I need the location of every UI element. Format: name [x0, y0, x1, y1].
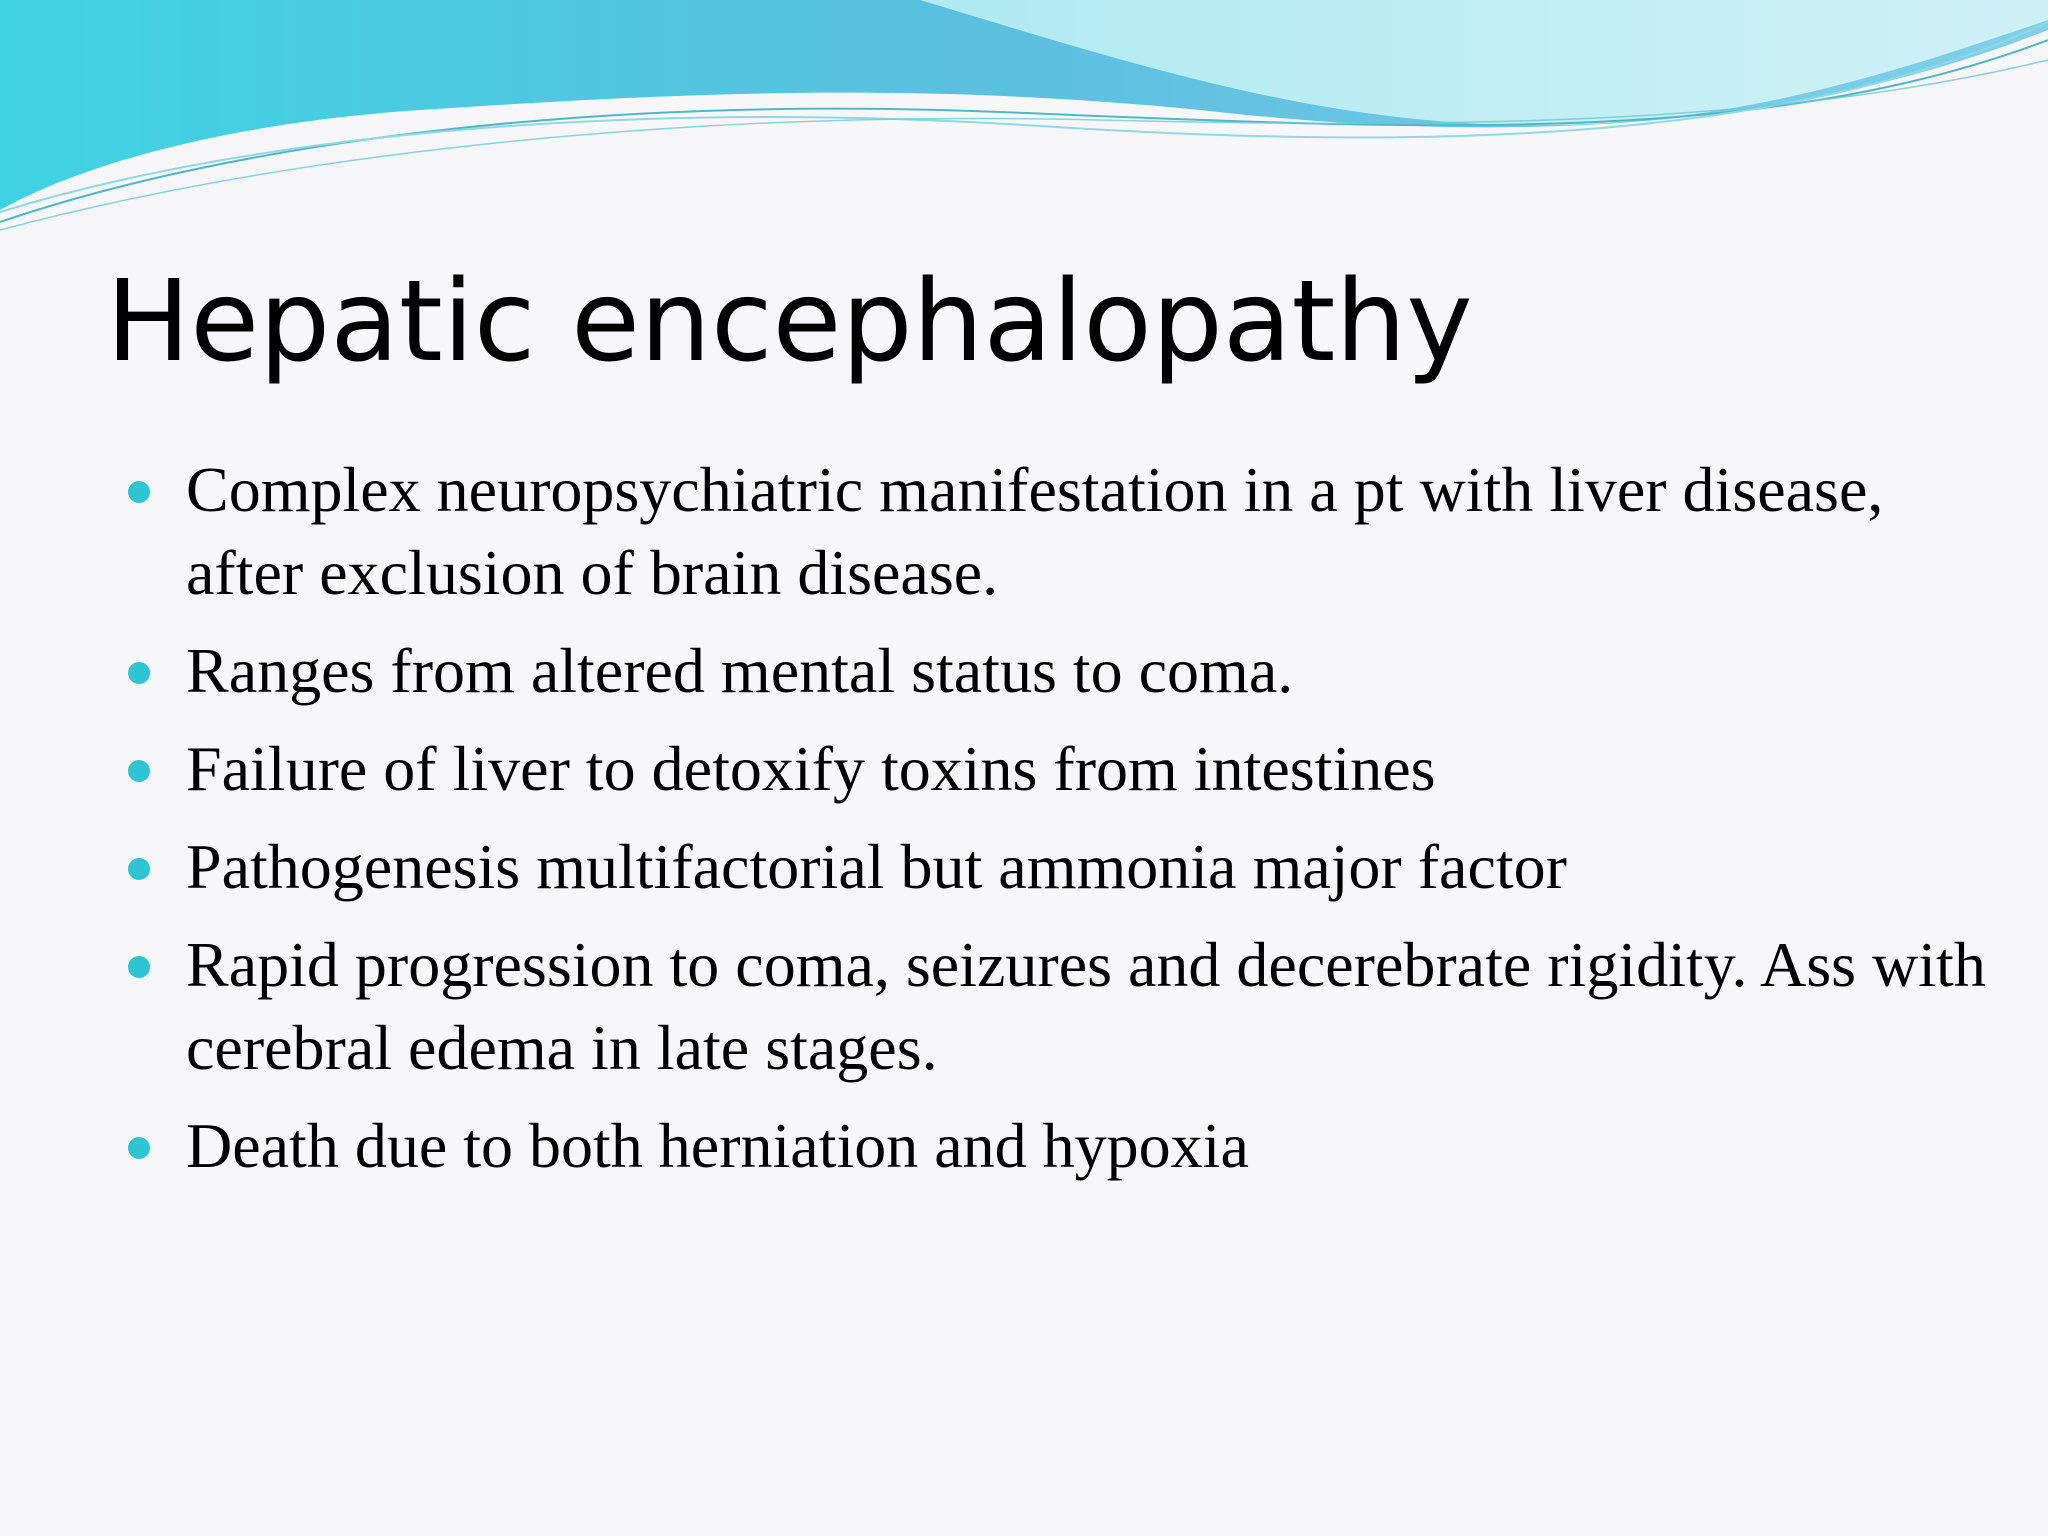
bullet-text: Rapid progression to coma, seizures and decerebrate rigidity. Ass with cerebral edema in late stages. — [186, 929, 1986, 1083]
bullet-text: Pathogenesis multifactorial but ammonia major factor — [186, 831, 1567, 902]
bullet-icon — [128, 481, 150, 503]
bullet-item — [128, 629, 1988, 712]
bullet-icon — [128, 760, 150, 782]
bullet-item — [128, 923, 1988, 1089]
bullet-text: Death due to both herniation and hypoxia — [186, 1110, 1249, 1181]
bullet-icon — [128, 858, 150, 880]
bullet-item — [128, 1104, 1988, 1187]
bullet-item — [128, 448, 1988, 614]
bullet-icon — [128, 1137, 150, 1159]
bullet-icon — [128, 956, 150, 978]
slide-title: Hepatic encephalopathy — [106, 257, 1473, 387]
bullet-text: Failure of liver to detoxify toxins from intestines — [186, 733, 1436, 804]
bullet-text: Complex neuropsychiatric manifestation in a pt with liver disease, after exclusion of brain disease. — [186, 454, 1884, 608]
bullet-item — [128, 727, 1988, 810]
header-wave-decoration — [0, 0, 2048, 240]
bullet-text: Ranges from altered mental status to coma. — [186, 635, 1294, 706]
bullet-icon — [128, 662, 150, 684]
bullet-item — [128, 825, 1988, 908]
bullet-list — [128, 448, 1988, 1202]
